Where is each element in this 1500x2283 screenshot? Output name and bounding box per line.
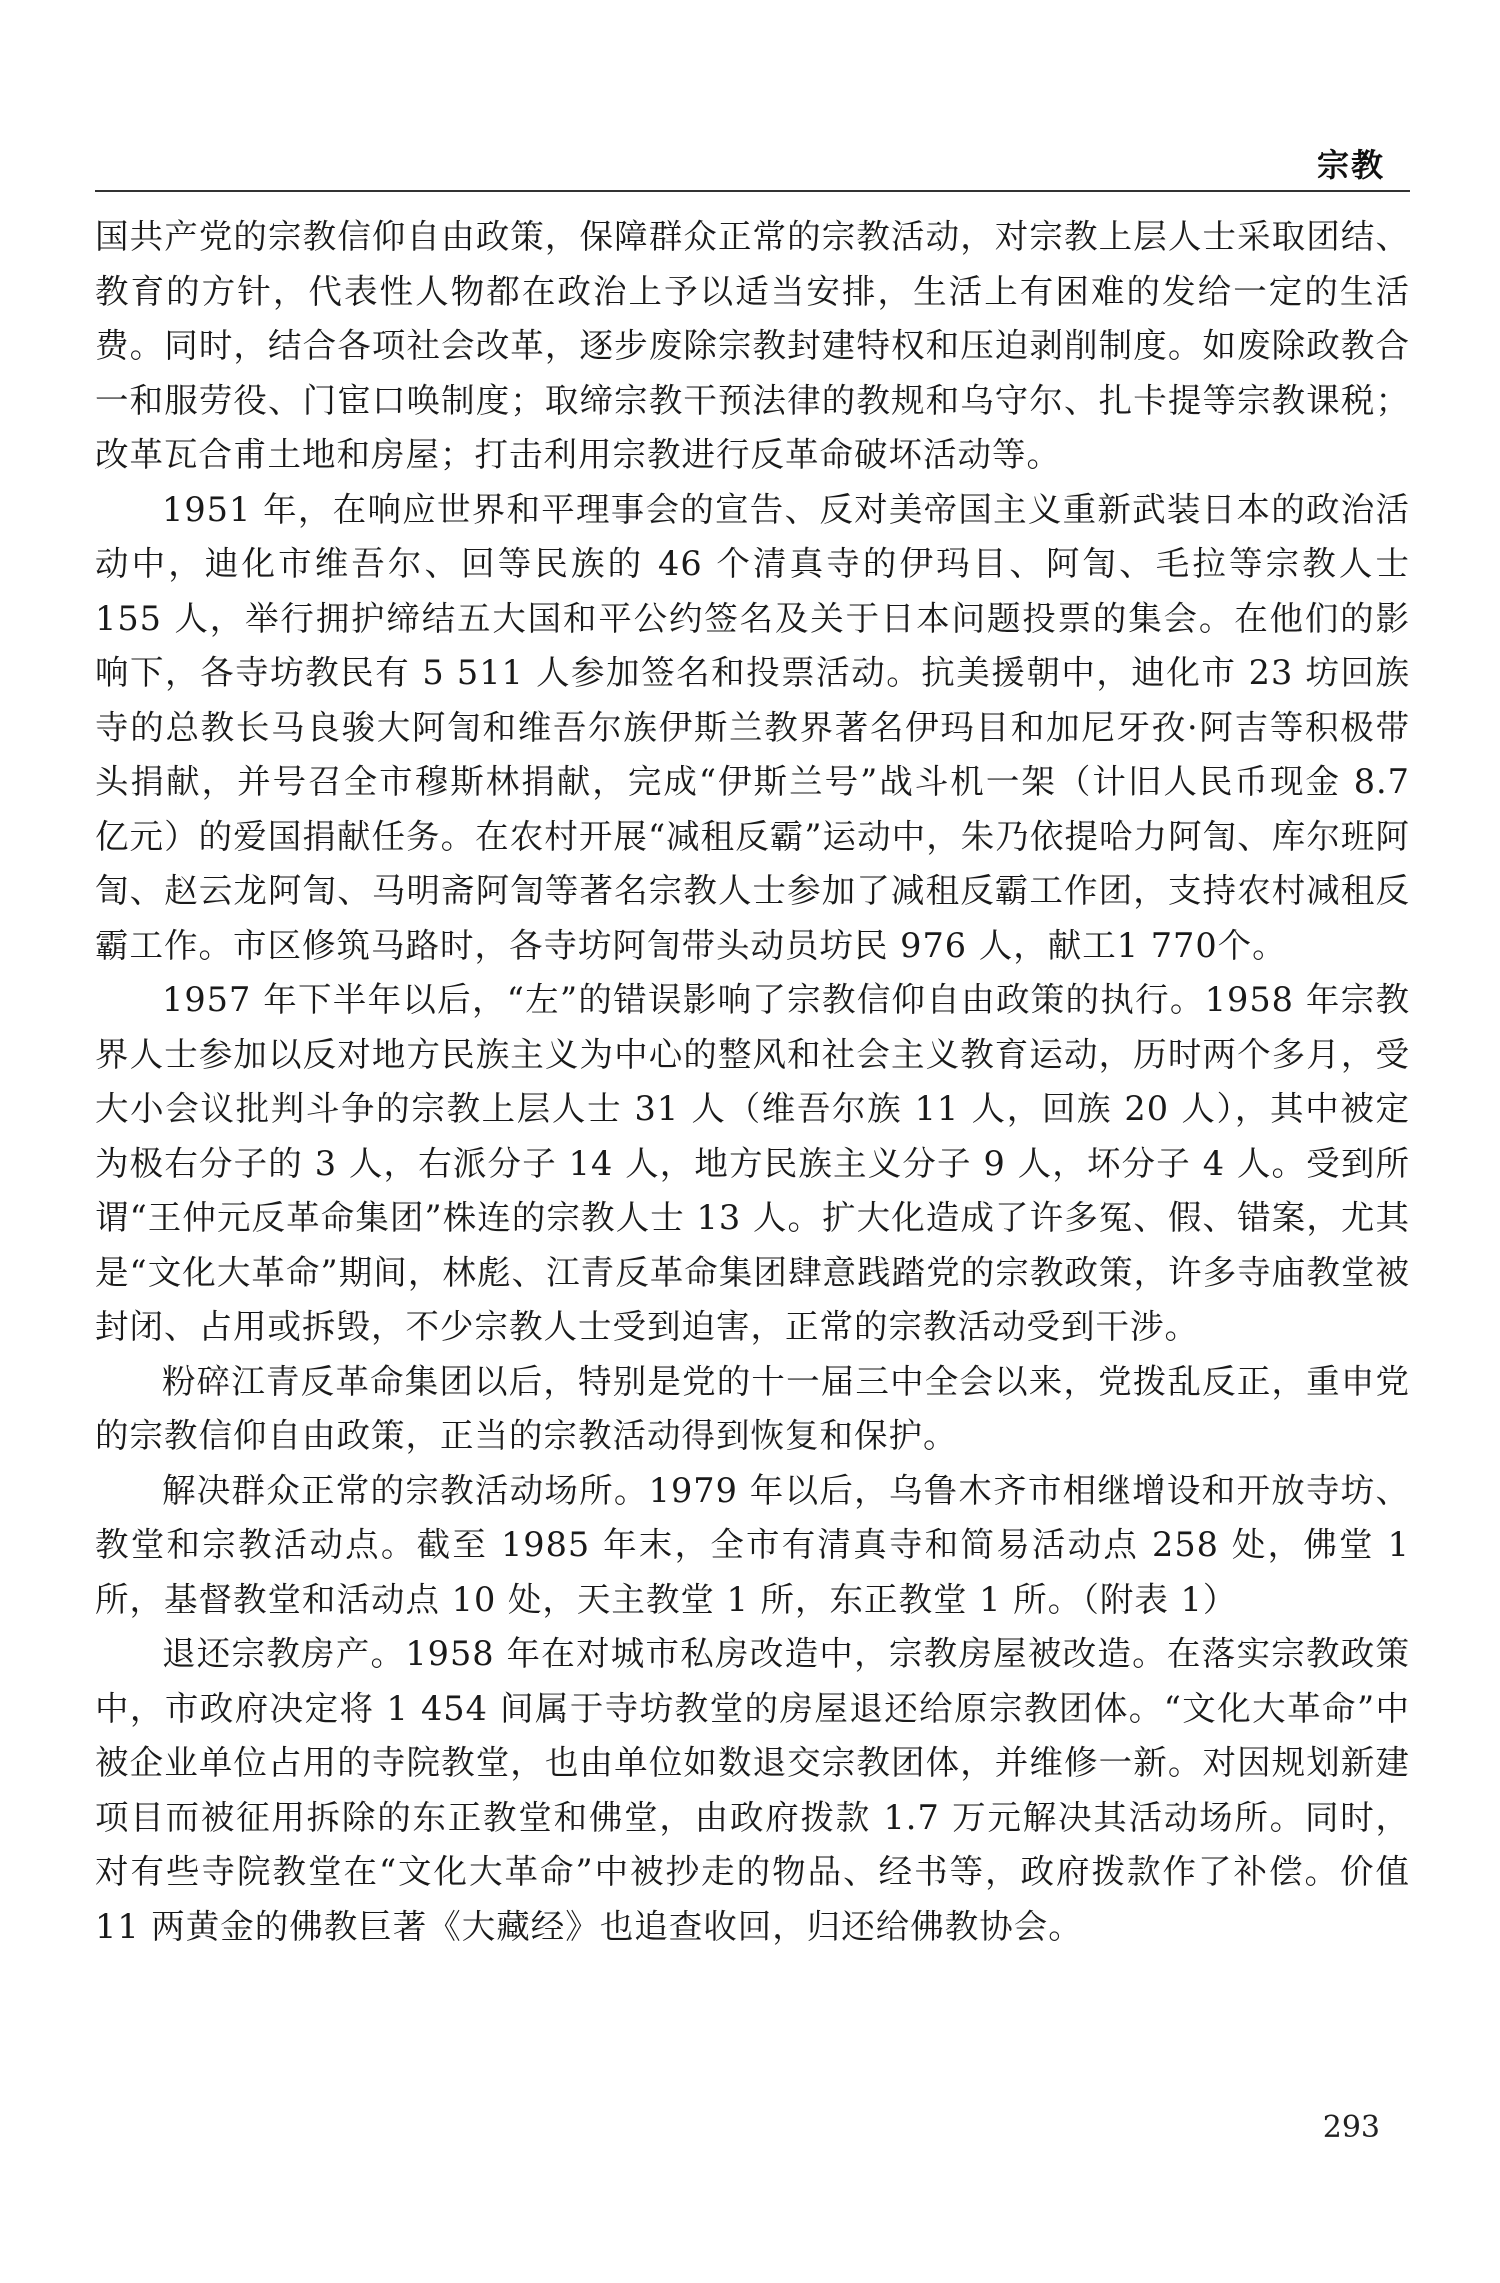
header-rule bbox=[95, 190, 1410, 192]
running-head: 宗教 bbox=[1316, 146, 1385, 184]
page-number: 293 bbox=[1322, 2110, 1380, 2145]
paragraph: 1957 年下半年以后，“左”的错误影响了宗教信仰自由政策的执行。1958 年宗教界人士参加以反对地方民族主义为中心的整风和社会主义教育运动，历时两个多月，受大小会议批判斗争的宗教上层人士 31 人（维吾尔族 11 人，回族 20 人），其中被定为极右分子的 3 人，右派分子 14 人，地方民族主义分子 9 人，坏分子 4 人。受到所谓“王仲元反革命集团”株连的宗教人士 13 人。扩大化造成了许多冤、假、错案，尤其是“文化大革命”期间，林彪、江青反革命集团肆意践踏党的宗教政策，许多寺庙教堂被封闭、占用或拆毁，不少宗教人士受到迫害，正常的宗教活动受到干涉。 bbox=[95, 980, 1410, 1346]
paragraph: 退还宗教房产。1958 年在对城市私房改造中，宗教房屋被改造。在落实宗教政策中，市政府决定将 1 454 间属于寺坊教堂的房屋退还给原宗教团体。“文化大革命”中被企业单位占用的寺院教堂，也由单位如数退交宗教团体，并维修一新。对因规划新建项目而被征用拆除的东正教堂和佛堂，由政府拨款 1.7 万元解决其活动场所。同时，对有些寺院教堂在“文化大革命”中被抄走的物品、经书等，政府拨款作了补偿。价值 11 两黄金的佛教巨著《大藏经》也追查收回，归还给佛教协会。 bbox=[95, 1634, 1410, 1946]
paragraph: 1951 年，在响应世界和平理事会的宣告、反对美帝国主义重新武装日本的政治活动中，迪化市维吾尔、回等民族的 46 个清真寺的伊玛目、阿訇、毛拉等宗教人士 155 人，举行拥护缔结五大国和平公约签名及关于日本问题投票的集会。在他们的影响下，各寺坊教民有 5 511 人参加签名和投票活动。抗美援朝中，迪化市 23 坊回族寺的总教长马良骏大阿訇和维吾尔族伊斯兰教界著名伊玛目和加尼牙孜·阿吉等积极带头捐献，并号召全市穆斯林捐献，完成“伊斯兰号”战斗机一架（计旧人民币现金 8.7 亿元）的爱国捐献任务。在农村开展“减租反霸”运动中，朱乃依提哈力阿訇、库尔班阿訇、赵云龙阿訇、马明斋阿訇等著名宗教人士参加了减租反霸工作团，支持农村减租反霸工作。市区修筑马路时，各寺坊阿訇带头动员坊民 976 人，献工1 770个。 bbox=[95, 489, 1410, 965]
body-text bbox=[95, 210, 1410, 1954]
paragraph-continuation: 国共产党的宗教信仰自由政策，保障群众正常的宗教活动，对宗教上层人士采取团结、教育的方针，代表性人物都在政治上予以适当安排，生活上有困难的发给一定的生活费。同时，结合各项社会改革，逐步废除宗教封建特权和压迫剥削制度。如废除政教合一和服劳役、门宦口唤制度；取缔宗教干预法律的教规和乌守尔、扎卡提等宗教课税；改革瓦合甫土地和房屋；打击利用宗教进行反革命破坏活动等。 bbox=[95, 217, 1410, 474]
paragraph: 解决群众正常的宗教活动场所。1979 年以后，乌鲁木齐市相继增设和开放寺坊、教堂和宗教活动点。截至 1985 年末，全市有清真寺和简易活动点 258 处，佛堂 1 所，基督教堂和活动点 10 处，天主教堂 1 所，东正教堂 1 所。（附表 1） bbox=[95, 1470, 1410, 1619]
paragraph: 粉碎江青反革命集团以后，特别是党的十一届三中全会以来，党拨乱反正，重申党的宗教信仰自由政策，正当的宗教活动得到恢复和保护。 bbox=[95, 1361, 1410, 1455]
